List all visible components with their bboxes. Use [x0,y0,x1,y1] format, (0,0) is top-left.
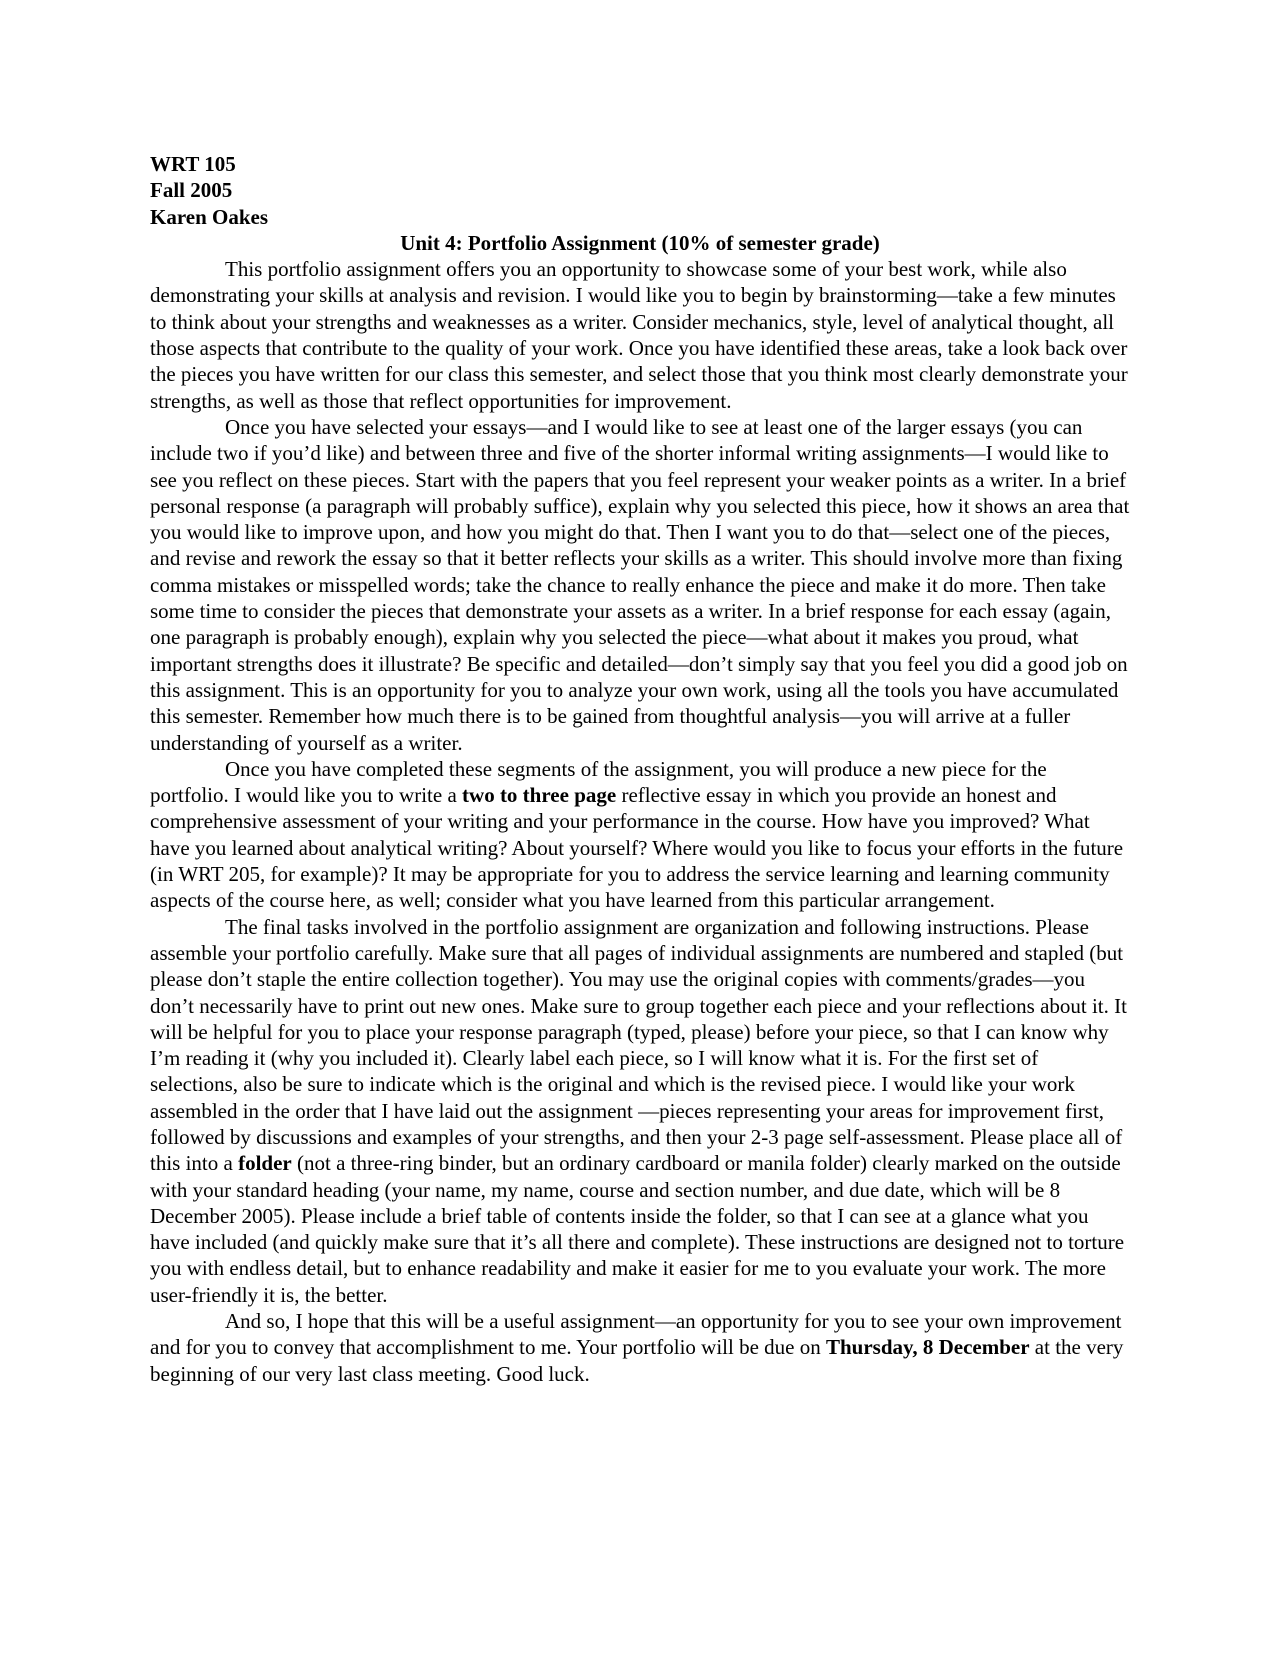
emphasis-page-length: two to three page [462,783,617,808]
paragraph-text: (not a three-ring binder, but an ordinary cardboard or manila folder) clearly marked on the outside with your standard heading (your name, my name, course and section number, and due date, which will be 8 December 2005). Please include a brief table of contents inside the folder, so that I can see at a glance what you have included (and quickly make sure that it’s all there and complete). These instructions are designed not to torture you with endless detail, but to enhance readability and make it easier for me to you evaluate your work. The more user-friendly it is, the better. [150,1151,1125,1307]
course-heading: WRT 105 [150,152,236,176]
paragraph-text: Once you have completed these segments of the assignment, you will produce a new piece for the portfolio. I would like you to write a [150,756,1047,808]
term-heading: Fall 2005 [150,178,233,203]
assignment-title: Unit 4: Portfolio Assignment (10% of semester grade) [400,230,880,255]
paragraph-intro: This portfolio assignment offers you an opportunity to showcase some of your best work, while also demonstrating your skills at analysis and revision. I would like you to begin by brainstorming—take a few minutes to think about your strengths and weaknesses as a writer. Consider mechanics, style, level of analytical thought, all those aspects that contribute to the quality of your work. Once you have identified these areas, take a look back over the pieces you have written for our class this semester, and select those that you think most clearly demonstrate your strengths, as well as those that reflect opportunities for improvement. [150,257,1128,413]
instructor-heading: Karen Oakes [150,204,269,229]
paragraph-text: reflective essay in which you provide an honest and comprehensive assessment of your writing and your performance in the course. How have you improved? What have you learned about analytical writing? About yourself? Where would you like to focus your efforts in the future (in WRT 205, for example)? It may be appropriate for you to address the service learning and learning community aspects of the course here, as well; consider what you have learned from this particular arrangement. [150,783,1124,913]
paragraph-text: And so, I hope that this will be a useful assignment—an opportunity for you to see your own improvement and for you to convey that accomplishment to me. Your portfolio will be due on [150,1309,1122,1360]
paragraph-reflective-essay [150,756,1130,914]
paragraph-text: at the very beginning of our very last class meeting. Good luck. [150,1335,1124,1386]
emphasis-folder: folder [238,1151,292,1176]
emphasis-due-date: Thursday, 8 December [825,1335,1030,1360]
paragraph-reflection: Once you have selected your essays—and I would like to see at least one of the larger essays (you can include two if you’d like) and between three and five of the shorter informal writing assignments—I would like to see you reflect on these pieces. Start with the papers that you feel represent your weaker points as a writer. In a brief personal response (a paragraph will probably suffice), explain why you selected this piece, how it shows an area that you would like to improve upon, and how you might do that. Then I want you to do that—select one of the pieces, and revise and rework the essay so that it better reflects your skills as a writer. This should involve more than fixing comma mistakes or misspelled words; take the chance to really enhance the piece and make it do more. Then take some time to consider the pieces that demonstrate your assets as a writer. In a brief response for each essay (again, one paragraph is probably enough), explain why you selected the piece—what about it makes you proud, what important strengths does it illustrate? Be specific and detailed—don’t simply say that you feel you did a good job on this assignment. This is an opportunity for you to analyze your own work, using all the tools you have accumulated this semester. Remember how much there is to be gained from thoughtful analysis—you will arrive at a fuller understanding of yourself as a writer. [150,414,1130,755]
paragraph-organization [150,914,1130,1308]
document-page [150,151,1130,1387]
paragraph-closing [150,1308,1130,1387]
paragraph-text: The final tasks involved in the portfolio assignment are organization and following instructions. Please assemble your portfolio carefully. Make sure that all pages of individual assignments are numbered and stapled (but please don’t staple the entire collection together). You may use the original copies with comments/grades—you don’t necessarily have to print out new ones. Make sure to group together each piece and your reflections about it. It will be helpful for you to place your response paragraph (typed, please) before your piece, so that I can know why I’m reading it (why you included it). Clearly label each piece, so I will know what it is. For the first set of selections, also be sure to indicate which is the original and which is the revised piece. I would like your work assembled in the order that I have laid out the assignment —pieces representing your areas for improvement first, followed by discussions and examples of your strengths, and then your 2-3 page self-assessment. Please place all of this into a [150,914,1127,1176]
